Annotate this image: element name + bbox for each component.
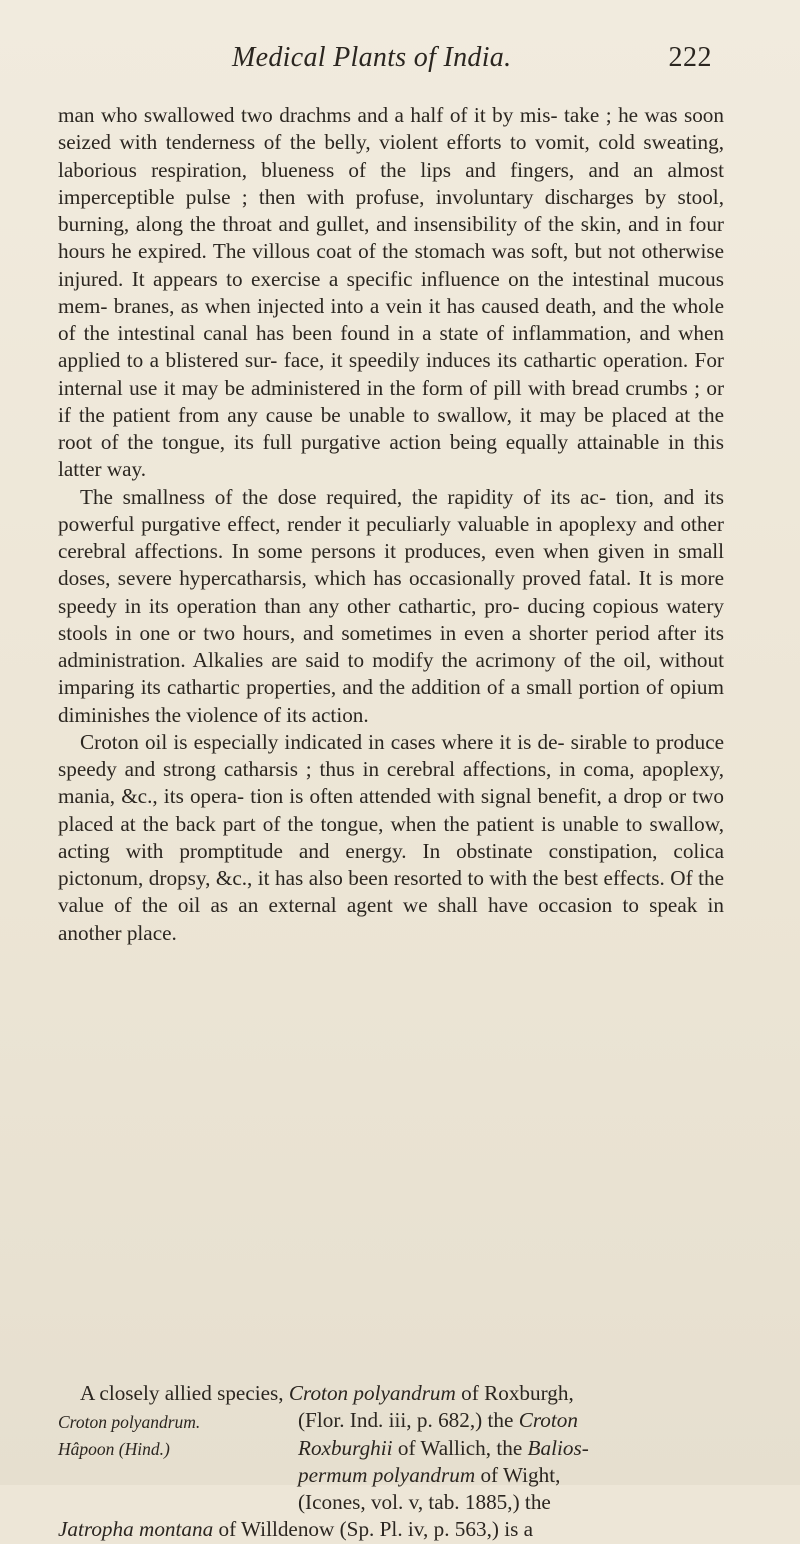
- marginal-species-name: Croton polyandrum.: [58, 1412, 201, 1432]
- final-line-4: permum polyandrum of Wight,: [298, 1462, 561, 1487]
- paragraph-1: man who swallowed two drachms and a half of it by mis- take ; he was soon seized with tenderness of the belly, violent efforts to vomit, cold sweating, laborious respiration, blueness of the lips and fingers, and an almost imperceptible pulse ; then with profuse, involuntary discharges by stool, burning, along the throat and gullet, and insensibility of the skin, and in four hours he expired. The villous coat of the stomach was soft, but not otherwise injured. It appears to exercise a specific influence on the intestinal mucous mem- branes, as when injected into a vein it has caused death, and the whole of the intestinal canal has been found in a state of inflammation, and when applied to a blistered sur- face, it speedily induces its cathartic operation. For internal use it may be administered in the form of pill with bread crumbs ; or if the patient from any cause be unable to swallow, it may be placed at the root of the tongue, its full purgative action being equally attainable in this latter way.: [58, 103, 724, 482]
- final-line-3: Roxburghii of Wallich, the Balios-: [298, 1435, 589, 1460]
- species-croton-polyandrum: Croton polyandrum: [288, 1381, 456, 1405]
- page-number: 222: [668, 42, 712, 73]
- running-title: Medical Plants of India.: [232, 42, 512, 73]
- marginal-note: [58, 1409, 238, 1463]
- final-line-1: A closely allied species, Croton polyandrum of Roxburgh,: [80, 1381, 574, 1405]
- final-line-5: (Icones, vol. v, tab. 1885,) the: [298, 1490, 551, 1514]
- page-header: [232, 42, 712, 82]
- paragraph-2: The smallness of the dose required, the rapidity of its ac- tion, and its powerful purgative effect, render it peculiarly valuable in apoplexy and other cerebral affections. In some persons it produces, even when given in small doses, severe hypercatharsis, which has occasionally proved fatal. It is more speedy in its operation than any other cathartic, pro- ducing copious watery stools in one or two hours, and sometimes in even a shorter period after its administration. Alkalies are said to modify the acrimony of the oil, without imparing its cathartic properties, and the addition of a small portion of opium diminishes the violence of its action.: [58, 484, 724, 727]
- final-line-6: Jatropha montana of Willdenow (Sp. Pl. iv, p. 563,) is a: [58, 1517, 534, 1542]
- marginal-vernacular-name: Hâpoon (Hind.): [58, 1439, 170, 1459]
- body-text: [58, 102, 724, 947]
- paragraph-3: Croton oil is especially indicated in cases where it is de- sirable to produce speedy and strong catharsis ; thus in cerebral affections, in coma, apoplexy, mania, &c., its opera- tion is often attended with signal benefit, a drop or two placed at the back part of the tongue, when the patient is unable to swallow, acting with promptitude and energy. In obstinate constipation, colica pictonum, dropsy, &c., it has also been resorted to with the best effects. Of the value of the oil as an external agent we shall have occasion to speak in another place.: [58, 729, 724, 945]
- final-line-2: (Flor. Ind. iii, p. 682,) the Croton: [298, 1408, 578, 1433]
